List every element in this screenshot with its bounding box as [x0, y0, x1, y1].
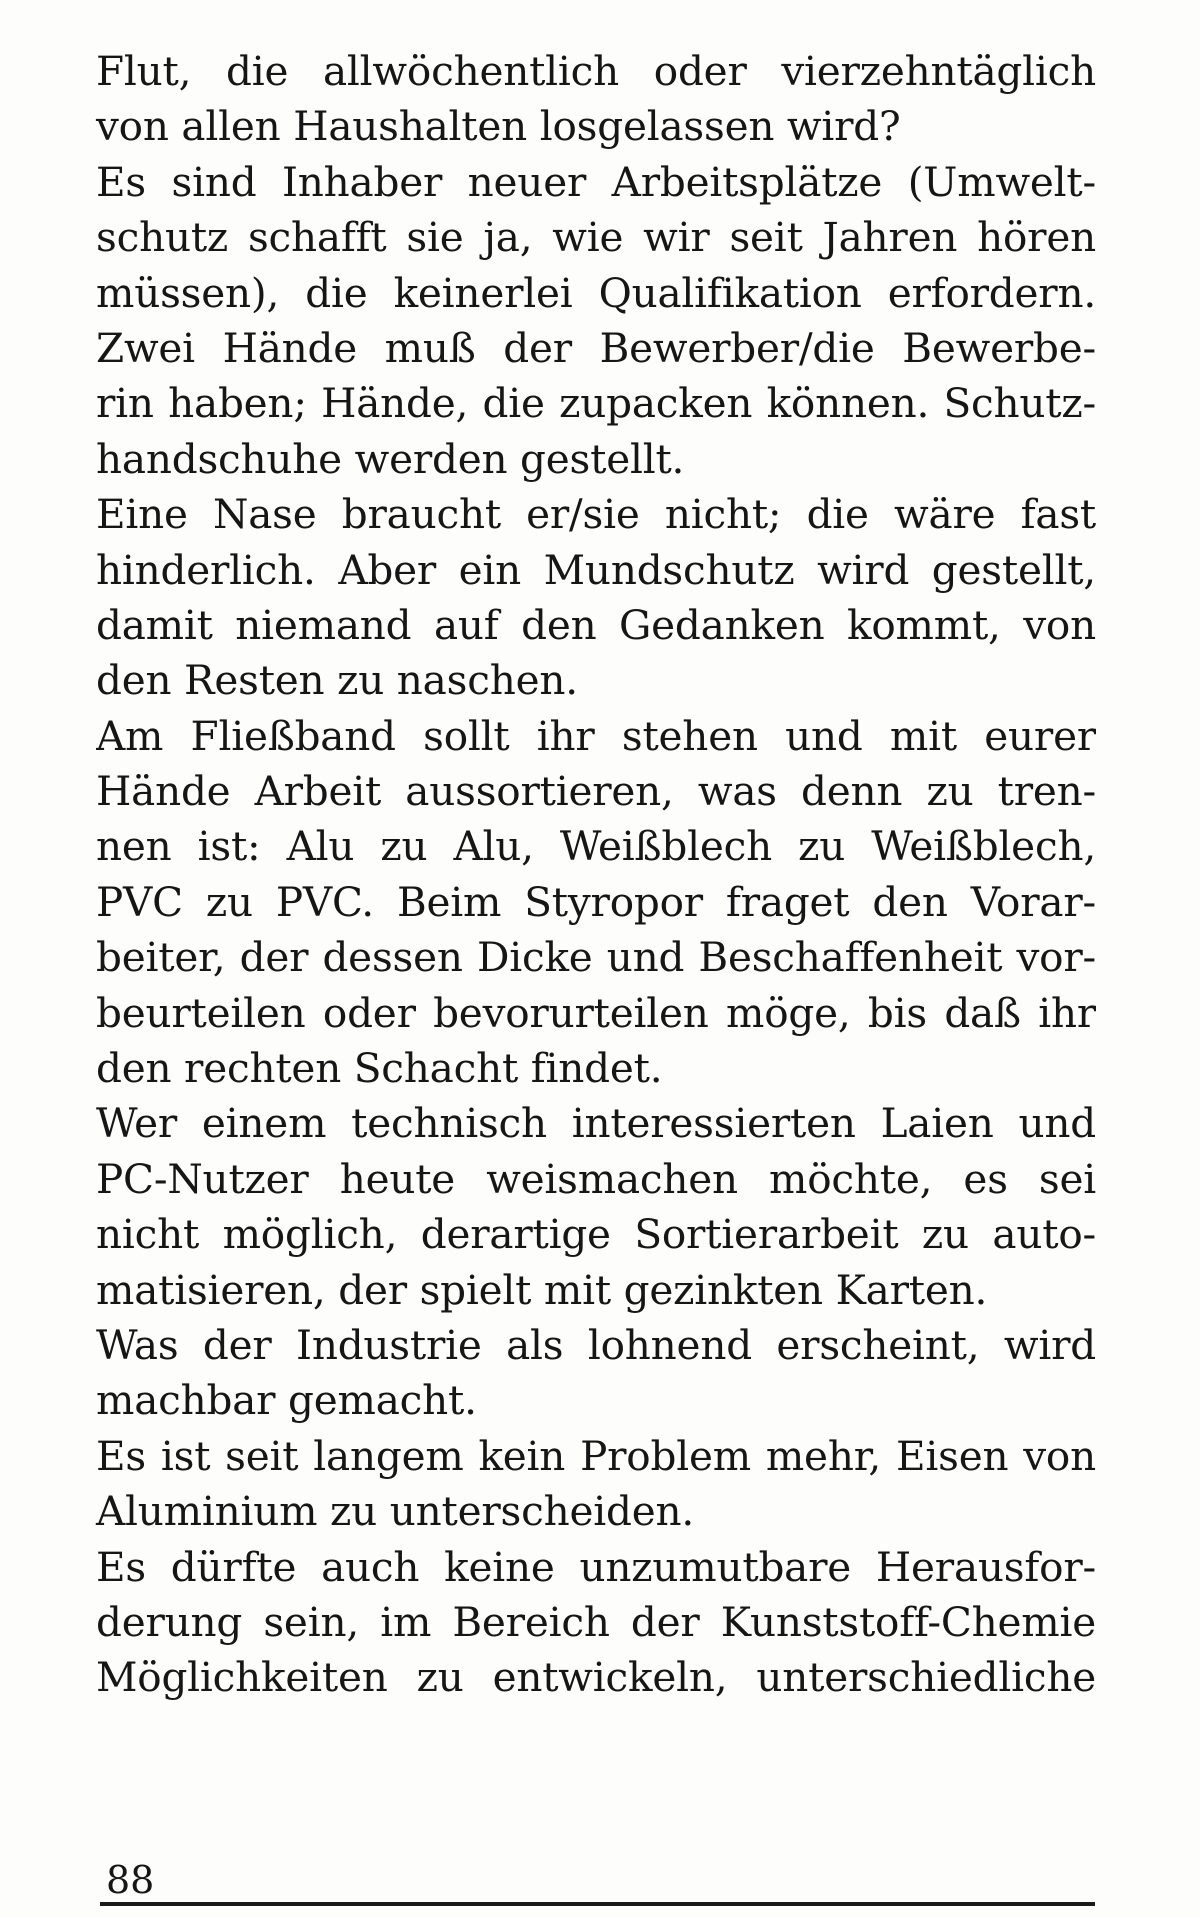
text-line: beurteilen oder bevorurteilen möge, bis daß ihr	[96, 988, 1096, 1037]
text-line: Möglichkeiten zu entwickeln, unterschiedliche	[96, 1653, 1096, 1702]
text-line: den Resten zu naschen.	[96, 656, 578, 705]
text-line: PVC zu PVC. Beim Styropor fraget den Vorar-	[96, 877, 1096, 926]
text-line: müssen), die keinerlei Qualifikation erfordern.	[96, 268, 1096, 317]
text-line: hinderlich. Aber ein Mundschutz wird gestellt,	[96, 545, 1096, 594]
text-line: Flut, die allwöchentlich oder vierzehntäglich	[96, 47, 1096, 95]
text-line: machbar gemacht.	[96, 1376, 477, 1425]
text-line: Eine Nase braucht er/sie nicht; die wäre fast	[96, 490, 1096, 539]
text-line: Zwei Hände muß der Bewerber/die Bewerbe-	[96, 323, 1096, 372]
text-line: Aluminium zu unterscheiden.	[96, 1487, 695, 1536]
body-text	[96, 44, 1096, 1706]
text-line: Wer einem technisch interessierten Laien und	[96, 1099, 1096, 1148]
text-line: rin haben; Hände, die zupacken können. Schutz-	[96, 379, 1096, 428]
text-line: schutz schafft sie ja, wie wir seit Jahren hören	[96, 213, 1096, 262]
page-footer	[100, 1858, 1100, 1908]
text-line: damit niemand auf den Gedanken kommt, von	[96, 600, 1096, 649]
text-line: Was der Industrie als lohnend erscheint, wird	[96, 1320, 1096, 1369]
text-line: Es ist seit langem kein Problem mehr, Eisen von	[96, 1431, 1096, 1480]
text-line: PC-Nutzer heute weismachen möchte, es sei	[96, 1154, 1096, 1203]
text-line: matisieren, der spielt mit gezinkten Karten.	[96, 1265, 988, 1314]
text-line: nen ist: Alu zu Alu, Weißblech zu Weißblech,	[96, 822, 1096, 871]
text-line: Am Fließband sollt ihr stehen und mit eurer	[96, 711, 1096, 760]
text-line: den rechten Schacht findet.	[96, 1044, 663, 1093]
text-line: nicht möglich, derartige Sortierarbeit zu auto-	[96, 1210, 1096, 1259]
page-number: 88	[106, 1858, 155, 1902]
text-line: Hände Arbeit aussortieren, was denn zu tren-	[96, 767, 1096, 816]
text-line: handschuhe werden gestellt.	[96, 434, 685, 483]
text-line: beiter, der dessen Dicke und Beschaffenheit vor-	[96, 933, 1096, 982]
footer-rule	[100, 1902, 1095, 1906]
text-line: Es dürfte auch keine unzumutbare Herausfor-	[96, 1542, 1096, 1591]
text-line: von allen Haushalten losgelassen wird?	[96, 102, 901, 151]
text-line: derung sein, im Bereich der Kunststoff-Chemie	[96, 1597, 1096, 1646]
text-line: Es sind Inhaber neuer Arbeitsplätze (Umwelt-	[96, 157, 1096, 206]
